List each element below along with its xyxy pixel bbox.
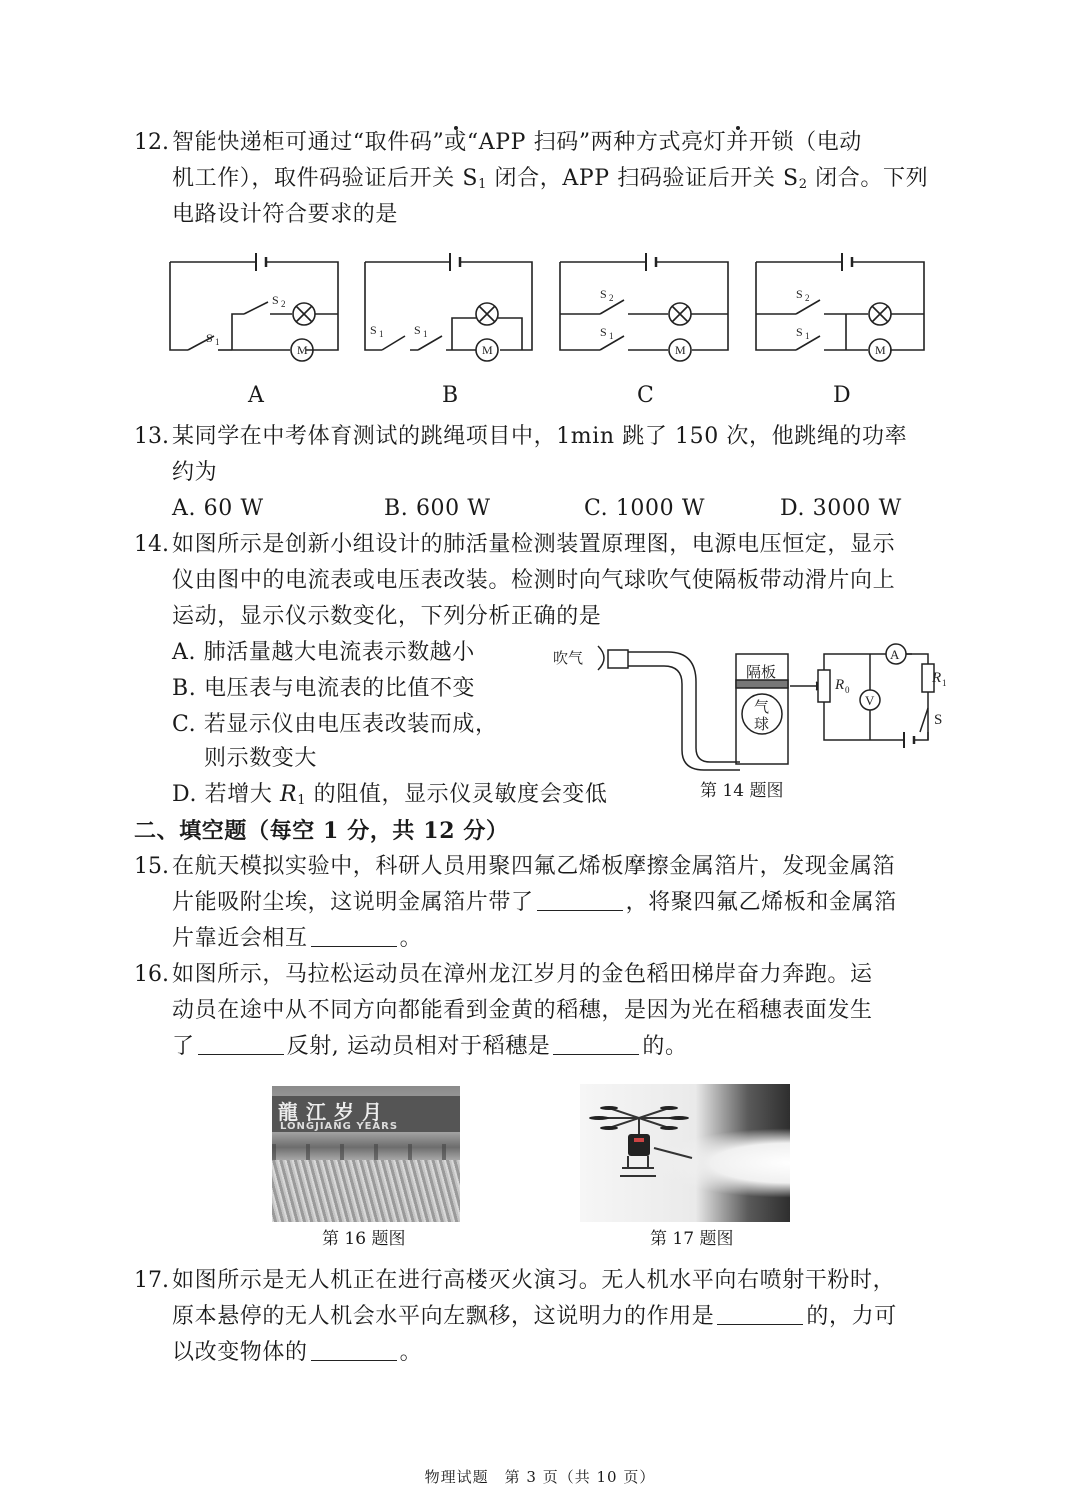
q17-line2-a: 原本悬停的无人机会水平向左飘移，这说明力的作用是	[172, 1304, 715, 1329]
q15-number: 15.	[134, 854, 169, 879]
svg-text:S: S	[600, 325, 607, 339]
q16-line3-b: 反射, 运动员相对于稻穗是	[286, 1034, 551, 1059]
label-balloon-1: 气	[754, 700, 770, 716]
svg-text:2: 2	[805, 293, 810, 303]
q12-line2-a: 机工作），取件码验证后开关 S	[172, 166, 479, 191]
svg-text:S: S	[206, 331, 213, 345]
q12-label-d: D	[833, 383, 852, 408]
svg-text:S: S	[600, 287, 607, 301]
q16-line1: 如图所示，马拉松运动员在漳州龙江岁月的金色稻田梯岸奋力奔跑。运	[172, 962, 873, 987]
q15-line3-b: 。	[399, 926, 423, 951]
q12-line1-b: “APP 扫码”两种方式亮灯	[466, 130, 727, 155]
q12-line1-a: 智能快递柜可通过“取件码”	[172, 130, 445, 155]
q13-line2: 约为	[172, 460, 218, 485]
q15-line3-a: 片靠近会相互	[172, 926, 308, 951]
page-footer: 物理试题 第 3 页（共 10 页）	[424, 1468, 656, 1486]
ammeter-label: A	[890, 647, 900, 662]
circuit-c	[560, 253, 728, 361]
q15-line2-a: 片能吸附尘埃，这说明金属箔片带了	[172, 890, 534, 915]
q13-option-a: A. 60 W	[172, 496, 264, 521]
q12-line3: 电路设计符合要求的是	[172, 202, 399, 227]
svg-text:S: S	[796, 287, 803, 301]
q12-number: 12.	[134, 130, 169, 155]
q12-s2-sub: 2	[798, 177, 808, 192]
q16-line3	[172, 1032, 688, 1062]
q14-option-b: B. 电压表与电流表的比值不变	[172, 676, 476, 701]
q12-circuit-diagrams	[160, 250, 960, 370]
q14-option-c-cont: 则示数变大	[204, 746, 318, 771]
q14-option-d-b: 的阻值，显示仪灵敏度会变低	[306, 782, 608, 807]
q16-line3-a: 了	[172, 1034, 195, 1059]
q14-line1: 如图所示是创新小组设计的肺活量检测装置原理图，电源电压恒定，显示	[172, 532, 896, 557]
mouthpiece	[598, 646, 604, 670]
q12-line1	[172, 128, 862, 158]
q13-option-d: D. 3000 W	[780, 496, 902, 521]
q17-line3	[172, 1338, 422, 1368]
q12-label-c: C	[637, 383, 655, 408]
q15-blank-2[interactable]	[311, 928, 397, 947]
label-r0-sub: 0	[845, 685, 850, 695]
svg-text:S: S	[796, 325, 803, 339]
q14-line3: 运动，显示仪示数变化，下列分析正确的是	[172, 604, 602, 629]
q16-blank-2[interactable]	[553, 1036, 639, 1055]
q12-line1-c: 开锁（电动	[748, 130, 862, 155]
circuit-d	[756, 253, 924, 361]
q16-photo	[272, 1086, 460, 1222]
label-r1-sub: 1	[942, 678, 947, 688]
svg-text:1: 1	[215, 337, 220, 347]
q12-emphasis-and: 并	[726, 130, 749, 155]
q12-s1-sub: 1	[478, 177, 487, 192]
q14-number: 14.	[134, 532, 169, 557]
q17-blank-1[interactable]	[717, 1306, 803, 1325]
svg-text:S: S	[370, 323, 377, 337]
partition-plate	[736, 680, 788, 688]
q15-line2-b: ，将聚四氟乙烯板和金属箔	[625, 890, 897, 915]
q16-line3-c: 的。	[642, 1034, 688, 1059]
label-r1: R	[932, 670, 942, 686]
q17-photo	[580, 1084, 790, 1222]
q14-option-d-r: R	[280, 782, 298, 807]
q13-option-b: B. 600 W	[384, 496, 491, 521]
q15-line3	[172, 924, 422, 954]
q12-line2	[172, 164, 928, 200]
q14-option-a: A. 肺活量越大电流表示数越小	[172, 640, 475, 665]
q17-line3-b: 。	[399, 1340, 423, 1365]
drone-icon	[584, 1096, 694, 1196]
circuit-b	[365, 253, 532, 361]
q15-line2	[172, 888, 897, 918]
q12-label-a: A	[248, 383, 265, 408]
svg-text:M: M	[297, 343, 308, 357]
label-r0: R	[835, 677, 845, 693]
photo-sign-english: LONGJIANG YEARS	[280, 1121, 399, 1132]
q16-blank-1[interactable]	[198, 1036, 284, 1055]
label-blow: 吹气	[553, 651, 584, 667]
q14-figure-caption: 第 14 题图	[700, 781, 784, 801]
tube-nozzle	[608, 650, 628, 668]
q13-number: 13.	[134, 424, 169, 449]
q12-emphasis-or: 或	[444, 130, 467, 155]
q12-line2-c: 闭合。下列	[807, 166, 929, 191]
q14-option-d-a: D. 若增大	[172, 782, 281, 807]
q12-label-b: B	[442, 383, 459, 408]
q17-line1: 如图所示是无人机正在进行高楼灭火演习。无人机水平向右喷射干粉时，	[172, 1268, 896, 1293]
q17-line2-b: 的，力可	[806, 1304, 897, 1329]
rheostat-r0	[818, 670, 830, 702]
q14-option-d	[172, 780, 608, 816]
q14-figure	[528, 636, 948, 772]
q16-number: 16.	[134, 962, 169, 987]
label-partition: 隔板	[746, 665, 777, 681]
svg-text:M: M	[675, 343, 686, 357]
circuit-a	[170, 253, 338, 361]
q16-caption: 第 16 题图	[322, 1229, 406, 1249]
svg-text:1: 1	[609, 331, 614, 341]
svg-text:S: S	[414, 323, 421, 337]
svg-text:M: M	[482, 343, 493, 357]
q14-line2: 仪由图中的电流表或电压表改装。检测时向气球吹气使隔板带动滑片向上	[172, 568, 896, 593]
label-balloon-2: 球	[754, 717, 770, 733]
q17-blank-2[interactable]	[311, 1342, 397, 1361]
q16-line2: 动员在途中从不同方向都能看到金黄的稻穗，是因为光在稻穗表面发生	[172, 998, 873, 1023]
q15-line1: 在航天模拟实验中，科研人员用聚四氟乙烯板摩擦金属箔片，发现金属箔	[172, 854, 896, 879]
q14-option-d-sub: 1	[297, 793, 307, 808]
svg-text:2: 2	[609, 293, 614, 303]
svg-text:M: M	[875, 343, 886, 357]
q17-caption: 第 17 题图	[650, 1229, 734, 1249]
q14-option-c: C. 若显示仪由电压表改装而成，	[172, 712, 498, 737]
photo-sign-text: 龍江岁月	[278, 1100, 390, 1124]
section2-heading: 二、填空题（每空 1 分，共 12 分）	[134, 818, 509, 844]
svg-text:1: 1	[379, 329, 384, 339]
q13-option-c: C. 1000 W	[584, 496, 706, 521]
q13-line1: 某同学在中考体育测试的跳绳项目中，1min 跳了 150 次，他跳绳的功率	[172, 424, 908, 449]
voltmeter-label: V	[865, 693, 875, 708]
svg-text:1: 1	[805, 331, 810, 341]
q12-line2-b: 闭合，APP 扫码验证后开关 S	[486, 166, 799, 191]
label-switch: S	[934, 712, 943, 728]
q17-line3-a: 以改变物体的	[172, 1340, 308, 1365]
q17-line2	[172, 1302, 897, 1332]
svg-text:S: S	[272, 293, 279, 307]
photo-rice-field	[272, 1160, 460, 1222]
q17-number: 17.	[134, 1268, 169, 1293]
tube	[628, 652, 740, 770]
svg-text:2: 2	[281, 299, 286, 309]
q15-blank-1[interactable]	[537, 892, 623, 911]
svg-text:1: 1	[423, 329, 428, 339]
